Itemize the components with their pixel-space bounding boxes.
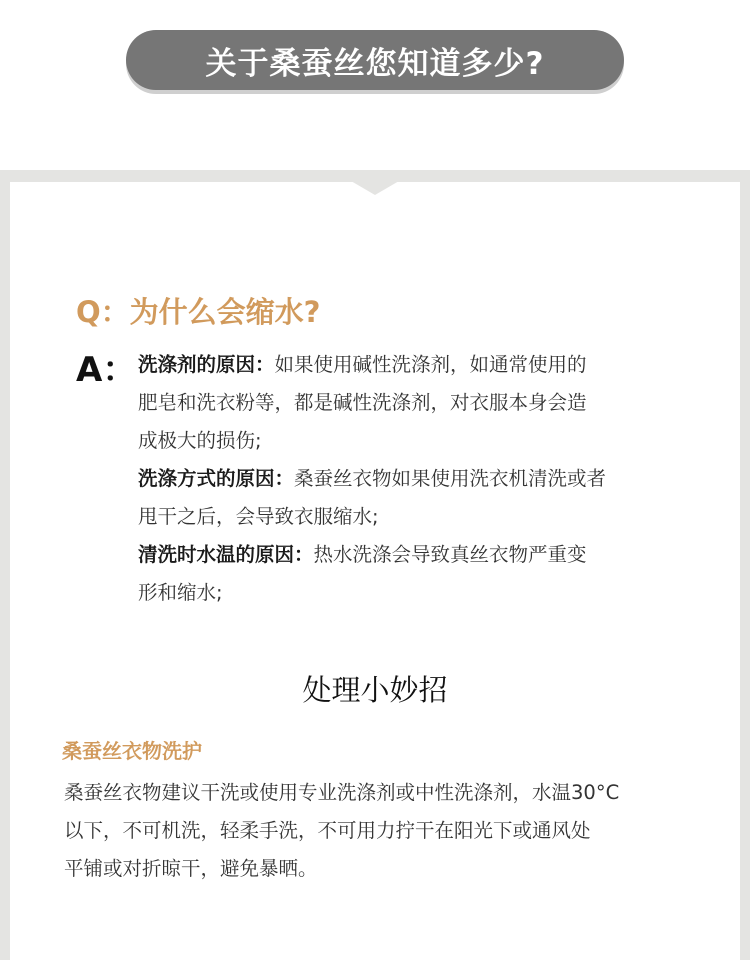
care-line: 以下，不可机洗，轻柔手洗，不可用力拧干在阳光下或通风处 [64,819,591,842]
answer-block [138,346,678,612]
answer-line [138,346,678,384]
title-banner [126,30,624,94]
frame-notch [351,181,399,195]
answer-line [138,536,678,574]
answer-line: 甩干之后，会导致衣服缩水; [138,505,379,528]
frame-right-border [740,170,750,960]
answer-line: 形和缩水; [138,581,223,604]
care-line: 平铺或对折晾干，避免暴晒。 [64,857,318,880]
question-heading: Q：为什么会缩水? [76,295,321,329]
answer-label-washing-method: 洗涤方式的原因： [138,467,295,490]
page-title: 关于桑蚕丝您知道多少? [205,45,545,82]
answer-text: 桑蚕丝衣物如果使用洗衣机清洗或者 [294,467,607,490]
answer-mark: A： [76,350,137,390]
answer-label-water-temperature: 清洗时水温的原因： [138,543,314,566]
answer-line: 肥皂和洗衣粉等，都是碱性洗涤剂，对衣服本身会造 [138,391,587,414]
title-pill [126,30,624,90]
frame-left-border [0,170,10,960]
answer-text: 热水洗涤会导致真丝衣物严重变 [313,543,587,566]
answer-line: 成极大的损伤; [138,429,262,452]
care-subheading: 桑蚕丝衣物洗护 [62,739,202,763]
care-line: 桑蚕丝衣物建议干洗或使用专业洗涤剂或中性洗涤剂，水温30°C [64,781,620,804]
answer-label-detergent: 洗涤剂的原因： [138,353,275,376]
tips-heading: 处理小妙招 [302,673,448,707]
answer-line [138,460,678,498]
answer-text: 如果使用碱性洗涤剂，如通常使用的 [274,353,587,376]
care-instructions [64,774,694,888]
